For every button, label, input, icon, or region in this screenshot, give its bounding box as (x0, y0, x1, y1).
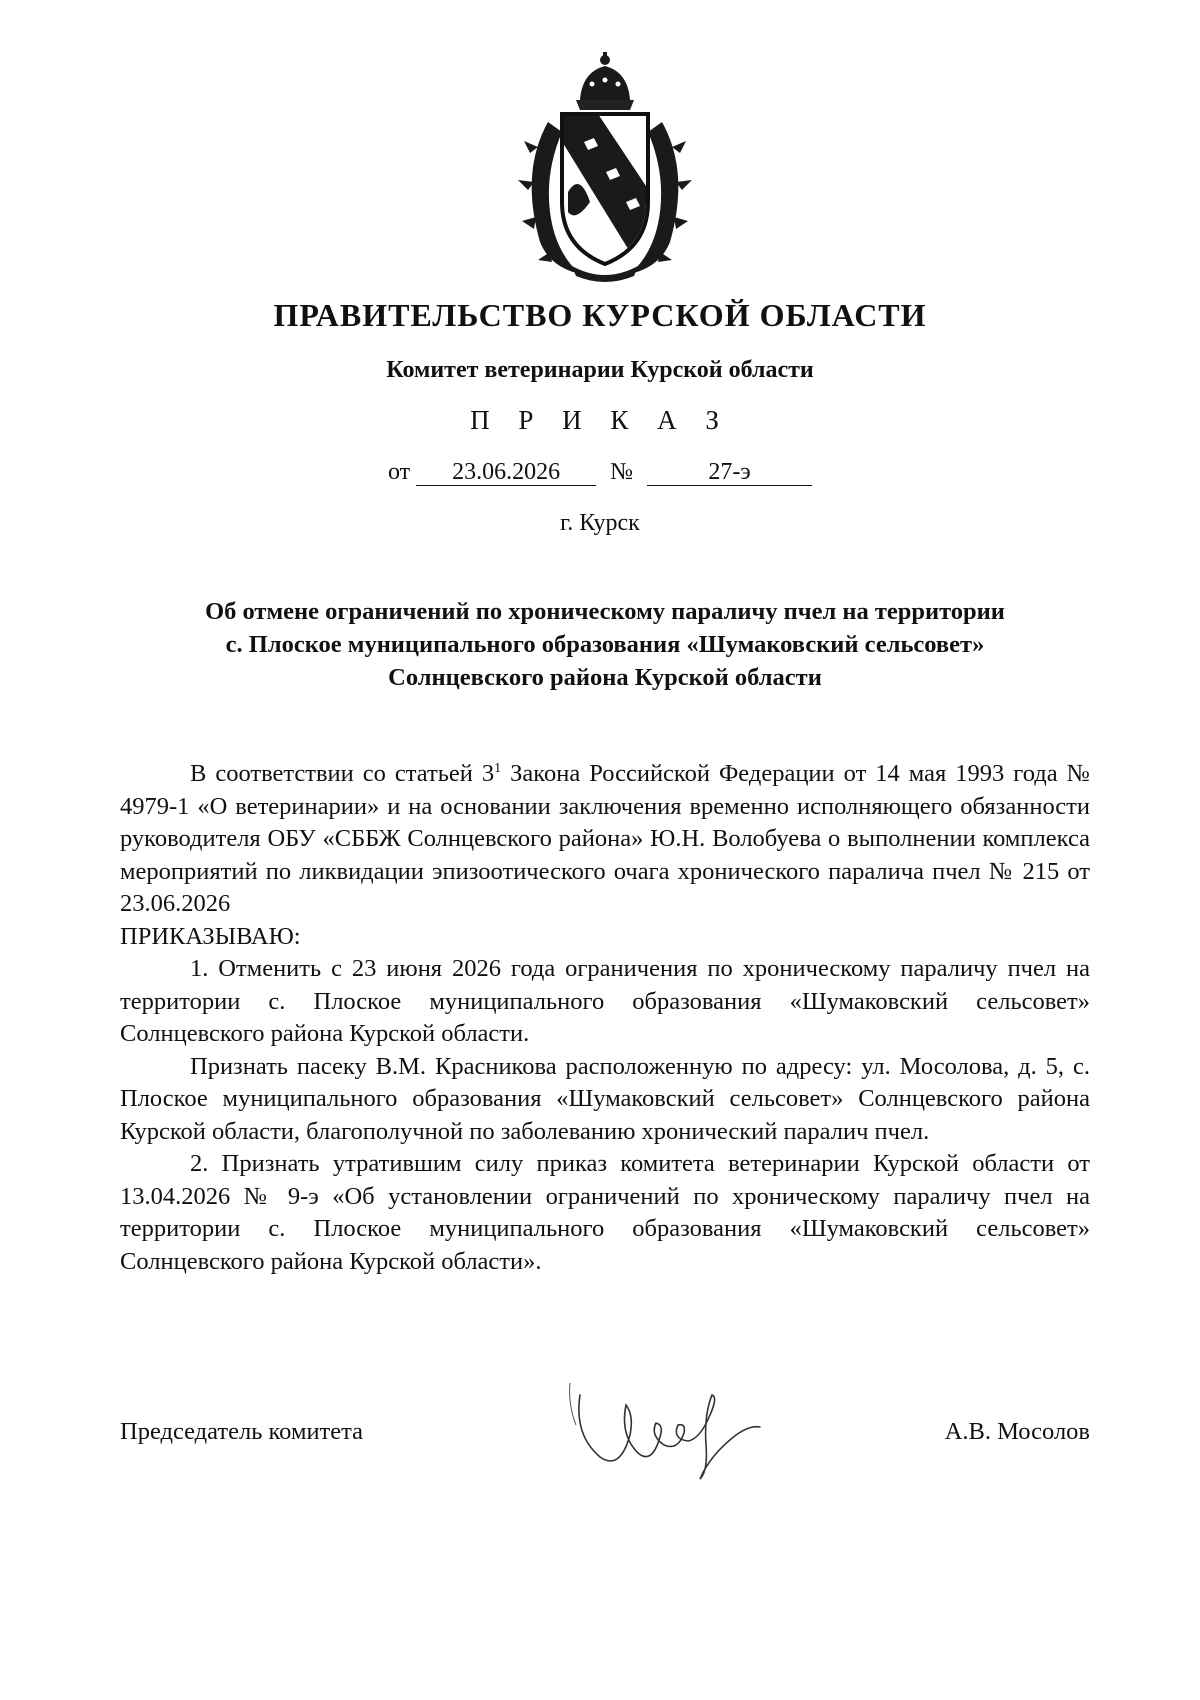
coat-of-arms-icon (510, 52, 700, 284)
intro-superscript: 1 (494, 760, 502, 776)
order-item-2: 2. Признать утратившим силу приказ комитета ветеринарии Курской области от 13.04.2026 № 9-э «Об установлении ограничений по хроническому параличу пчел на территории с. Плоское муниципального образования «Шумаковский сельсовет» Солнцевского района Курской области». (120, 1150, 1090, 1275)
intro-text-part2: Закона Российской Федерации от 14 мая 1993 года № 4979-1 «О ветеринарии» и на основании заключения временно исполняющего обязанности руководителя ОБУ «СББЖ Солнцевского района» Ю.Н. Волобуева о выполнении комплекса мероприятий по ликвидации эпизоотического очага хронического паралича пчел № 215 от 23.06.2026 (120, 760, 1090, 917)
document-date: 23.06.2026 (416, 459, 596, 486)
signer-position: Председатель комитета (120, 1418, 364, 1445)
subject-line: Солнцевского района Курской области (388, 664, 822, 691)
order-word: ПРИКАЗЫВАЮ: (120, 922, 301, 950)
intro-paragraph (120, 758, 1090, 921)
subject-line: с. Плоское муниципального образования «Шумаковский сельсовет» (225, 631, 985, 658)
intro-text-part1: В соответствии со статьей 3 (190, 760, 495, 787)
date-prefix: от (387, 459, 411, 485)
number-label: № (610, 459, 634, 485)
committee-name: Комитет ветеринарии Курской области (386, 357, 814, 383)
government-title: ПРАВИТЕЛЬСТВО КУРСКОЙ ОБЛАСТИ (273, 297, 927, 333)
document-number: 27-э (647, 459, 812, 486)
date-number-line (0, 459, 1200, 486)
document-subject (120, 595, 1090, 694)
city: г. Курск (560, 510, 640, 536)
subject-line: Об отмене ограничений по хроническому параличу пчел на территории (205, 598, 1005, 625)
signer-name: А.В. Мосолов (944, 1418, 1090, 1445)
order-item-1-extra: Признать пасеку В.М. Красникова расположенную по адресу: ул. Мосолова, д. 5, с. Плоское муниципального образования «Шумаковский сельсовет» Солнцевского района Курской области, благополучной по заболеванию хронический паралич пчел. (120, 1052, 1090, 1145)
document-body (120, 758, 1090, 1278)
order-item-1: 1. Отменить с 23 июня 2026 года ограничения по хроническому параличу пчел на территории с. Плоское муниципального образования «Шумаковский сельсовет» Солнцевского района Курской области. (120, 955, 1090, 1047)
handwritten-signature (560, 1375, 790, 1485)
document-type: П Р И К А З (470, 405, 730, 435)
